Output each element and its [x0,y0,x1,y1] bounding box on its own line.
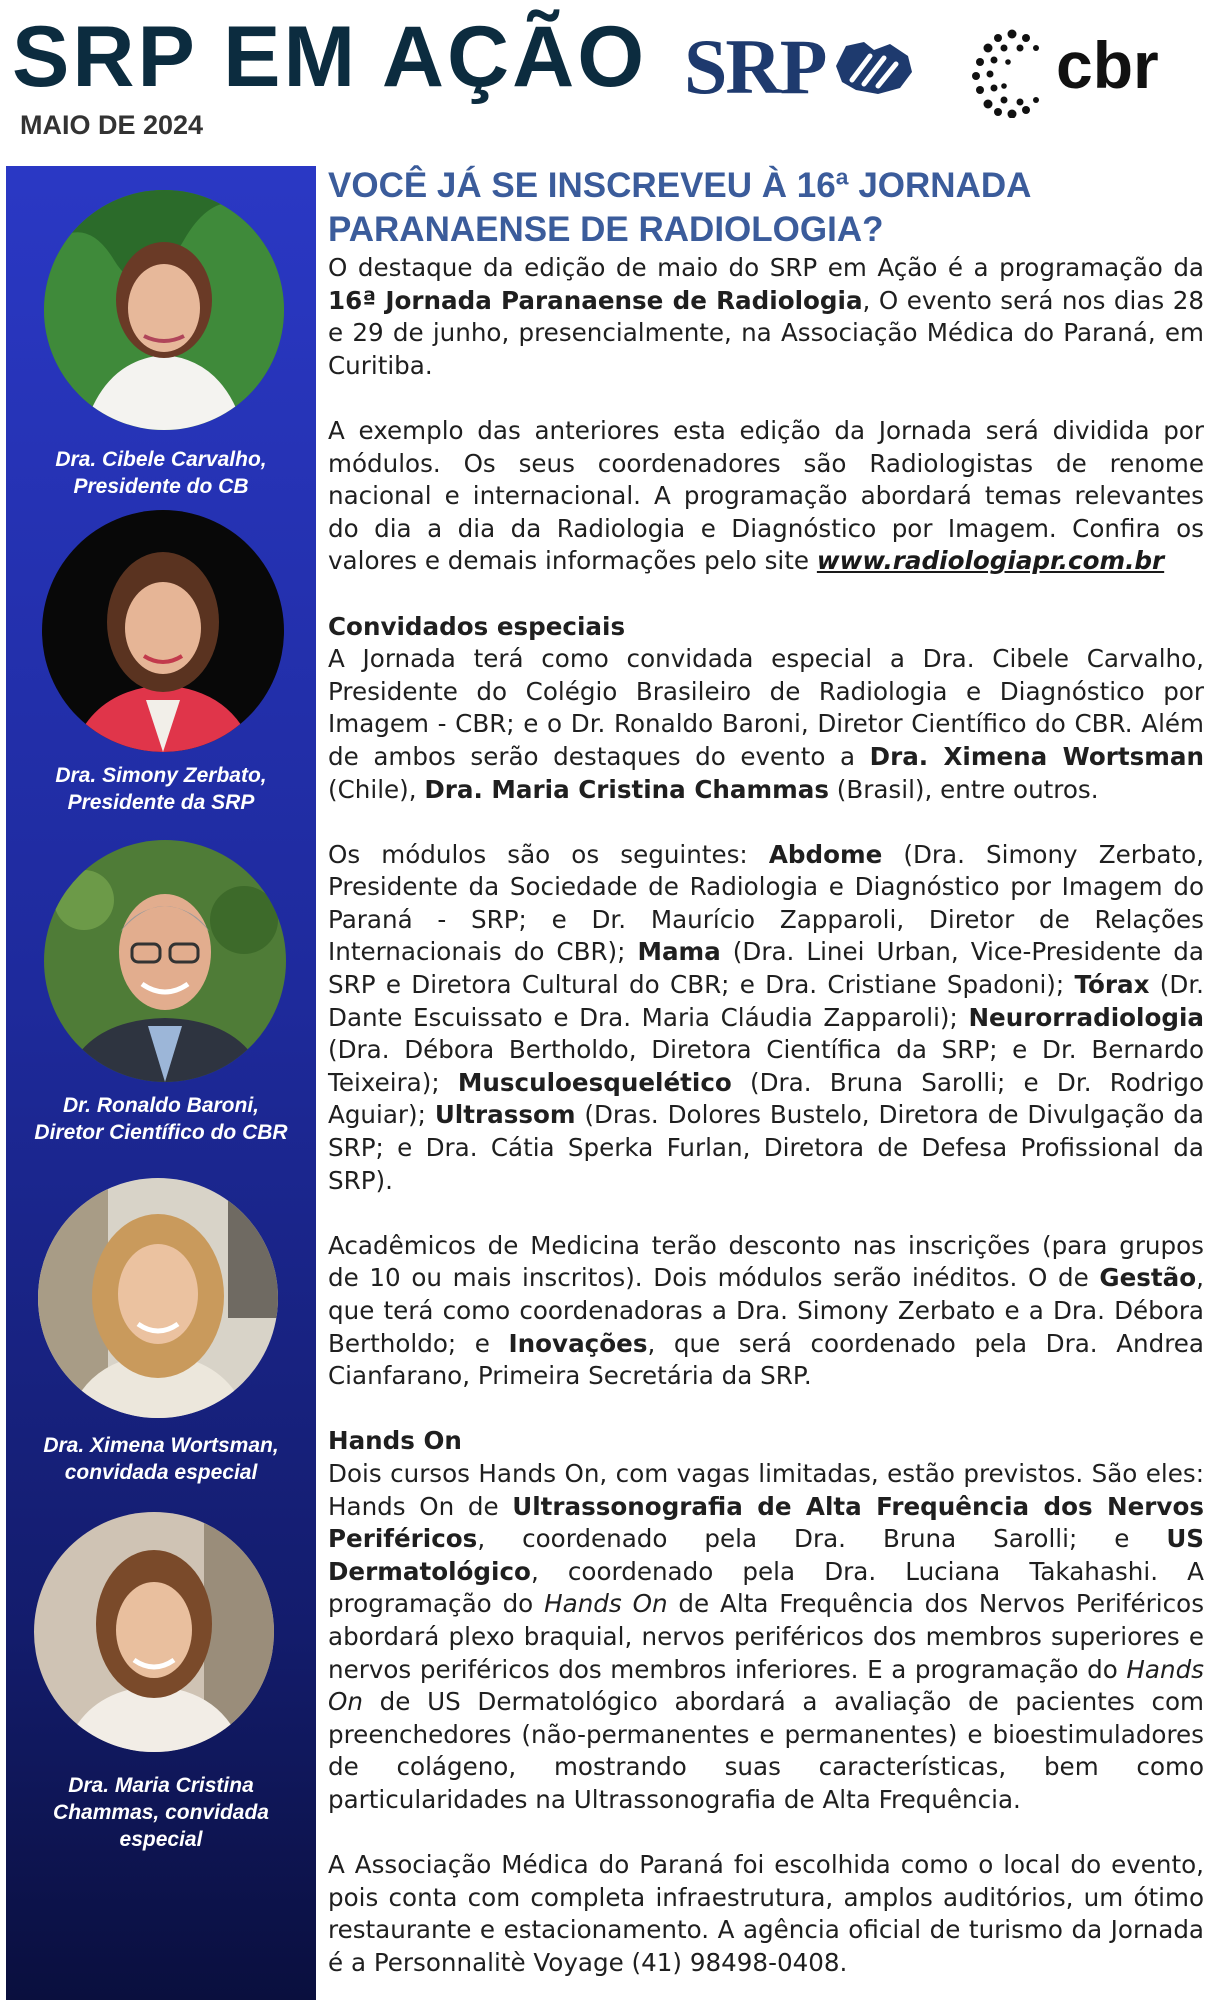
article-headline: VOCÊ JÁ SE INSCREVEU À 16ª JORNADA PARANAENSE DE RADIOLOGIA? [328,166,1031,249]
caption-line: Diretor Científico do CBR [34,1121,288,1144]
module-name: Inovações [508,1328,648,1358]
paragraph-hands-on [328,1458,1204,1817]
text-run: , que terá como coordenadoras a Dra. Simony Zerbato e a Dra. Débora Bertholdo; e [328,1263,1204,1358]
portrait-ronaldo-graphic [44,840,286,1082]
page-title: SRP EM AÇÃO [12,9,648,105]
module-name: Musculoesquelético [457,1067,732,1097]
portrait-simony-zerbato [42,510,284,752]
cbr-logo-text: cbr [1056,28,1159,102]
parana-map-icon [830,36,914,98]
module-name: Gestão [1099,1263,1197,1293]
guest-name: Dra. Ximena Wortsman [869,741,1204,771]
module-name: Neurorradiologia [968,1002,1204,1032]
text-run: (Dra. Linei Urban, Vice-Presidente da SRP e Diretora Cultural do CBR; e Dra. Cristiane Spadoni); [328,937,1204,1000]
text-run: A exemplo das anteriores esta edição da Jornada será dividida por módulos. Os seus coordenadores são Radiologistas de renome nacional e internacional. A programação abordará temas relevantes do dia a dia da Radiologia e Diagnóstico por Imagem. Confira os valores e demais informações pelo site [328,415,1204,576]
text-run: Dois cursos Hands On, com vagas limitadas, estão previstos. São eles: Hands On de [328,1458,1204,1521]
srp-logo-text: SRP [684,23,826,110]
module-name: Tórax [1074,970,1150,1000]
caption-maria-cristina-chammas [6,1772,316,1853]
text-run: de US Dermatológico abordará a avaliação de pacientes com preenchedores (não-permanentes e permanentes) e bioestimuladores de colágeno, mostrando suas características, bem como particularidades na Ultrassonografia de Alta Frequência. [328,1687,1204,1814]
module-name: Mama [637,937,721,967]
caption-simony-zerbato [6,762,316,816]
text-run: Os módulos são os seguintes: [328,839,769,869]
portrait-simony-graphic [42,510,284,752]
section-gap [328,1393,1204,1426]
text-run: (Dr. Dante Escuissato e Dra. Maria Cláudia Zapparoli); [328,970,1204,1032]
section-title-guests: Convidados especiais [328,611,626,641]
caption-line: especial [119,1828,203,1851]
portrait-maria-cristina-chammas [34,1512,274,1752]
caption-line: Dra. Ximena Wortsman, [43,1434,279,1457]
portrait-maria-cristina-graphic [34,1512,274,1752]
text-run: O destaque da edição de maio do SRP em Ação é a programação da [328,253,1204,282]
caption-line: Dr. Ronaldo Baroni, [62,1094,259,1117]
event-name: 16ª Jornada Paranaense de Radiologia [328,285,863,315]
course-term: Hands On [544,1589,668,1619]
portrait-ronaldo-baroni [44,840,286,1082]
paragraph-students [328,1230,1204,1393]
caption-ronaldo-baroni [6,1092,316,1146]
module-name: Ultrassom [434,1100,576,1130]
srp-logo [684,23,916,112]
caption-line: Presidente da SRP [67,791,255,814]
caption-line: Dra. Simony Zerbato, [55,764,267,787]
portrait-cibele-graphic [44,190,284,430]
text-run: A Jornada terá como convidada especial a Dra. Cibele Carvalho, Presidente do Colégio Brasileiro de Radiologia e Diagnóstico por Imagem - CBR; e o Dr. Ronaldo Baroni, Diretor Científico do CBR. Além de ambos serão destaques do evento a [328,644,1204,771]
caption-ximena-wortsman [6,1432,316,1486]
cbr-logo [968,28,1178,120]
portrait-cibele-carvalho [44,190,284,430]
text-run: (Dra. Bruna Sarolli; e Dr. Rodrigo Aguiar); [328,1067,1204,1130]
text-run: , que será coordenado pela Dra. Andrea Cianfarano, Primeira Secretária da SRP. [328,1328,1204,1391]
paragraph-venue: A Associação Médica do Paraná foi escolhida como o local do evento, pois conta com completa infraestrutura, amplos auditórios, um ótimo restaurante e estacionamento. A agência oficial de turismo da Jornada é a Personnalitè Voyage (41) 98498-0408. [328,1850,1204,1977]
caption-cibele-carvalho [6,446,316,500]
caption-line: Dra. Maria Cristina [68,1774,254,1797]
text-run: , coordenado pela Dra. Luciana Takahashi. A programação do [328,1556,1204,1619]
text-run: (Dra. Simony Zerbato, Presidente da Sociedade de Radiologia e Diagnóstico por Imagem do Paraná - SRP; e Dr. Maurício Zapparoli, Diretor de Relações Internacionais do CBR); [328,839,1204,967]
text-run: (Dras. Dolores Bustelo, Diretora de Divulgação da SRP; e Dra. Cátia Sperka Furlan, Diretora de Defesa Profissional da SRP). [328,1100,1204,1195]
paragraph-intro [328,252,1204,382]
section-title-hands-on: Hands On [328,1426,462,1456]
paragraph-modules-intro [328,415,1204,578]
section-gap [328,578,1204,611]
course-name: Ultrassonografia de Alta Frequência dos Nervos Periféricos [328,1491,1204,1554]
paragraph-modules [328,839,1204,1198]
text-run: , coordenado pela Dra. Bruna Sarolli; e [477,1524,1167,1554]
caption-line: Presidente do CB [73,475,249,498]
article [328,164,1204,1979]
caption-line: convidada especial [64,1461,258,1484]
caption-line: Dra. Cibele Carvalho, [55,448,267,471]
text-run: (Dra. Débora Bertholdo, Diretora Científica da SRP; e Dr. Bernardo Teixeira); [328,1035,1204,1097]
cbr-dots-icon [968,28,1052,118]
text-run: (Brasil), entre outros. [828,774,1099,804]
text-run: de Alta Frequência dos Nervos Periféricos abordará plexo braquial, nervos periféricos dos membros superiores e nervos periféricos dos membros inferiores. E a programação do [328,1589,1205,1684]
edition-date: MAIO DE 2024 [20,110,204,140]
course-term: Hands On [328,1654,1204,1717]
course-name: US Dermatológico [328,1524,1204,1586]
module-name: Abdome [768,839,883,869]
guest-name: Dra. Maria Cristina Chammas [424,774,829,804]
portrait-ximena-graphic [38,1178,278,1418]
text-run: (Chile), [328,774,425,804]
text-run: , O evento será nos dias 28 e 29 de junho, presencialmente, na Associação Médica do Paraná, em Curitiba. [328,285,1204,380]
caption-line: Chammas, convidada [53,1801,269,1824]
text-run: Acadêmicos de Medicina terão desconto nas inscrições (para grupos de 10 ou mais inscritos). Dois módulos serão inéditos. O de [328,1230,1204,1293]
paragraph-guests [328,643,1204,806]
portrait-ximena-wortsman [38,1178,278,1418]
website-link[interactable]: www.radiologiapr.com.br [816,546,1165,576]
